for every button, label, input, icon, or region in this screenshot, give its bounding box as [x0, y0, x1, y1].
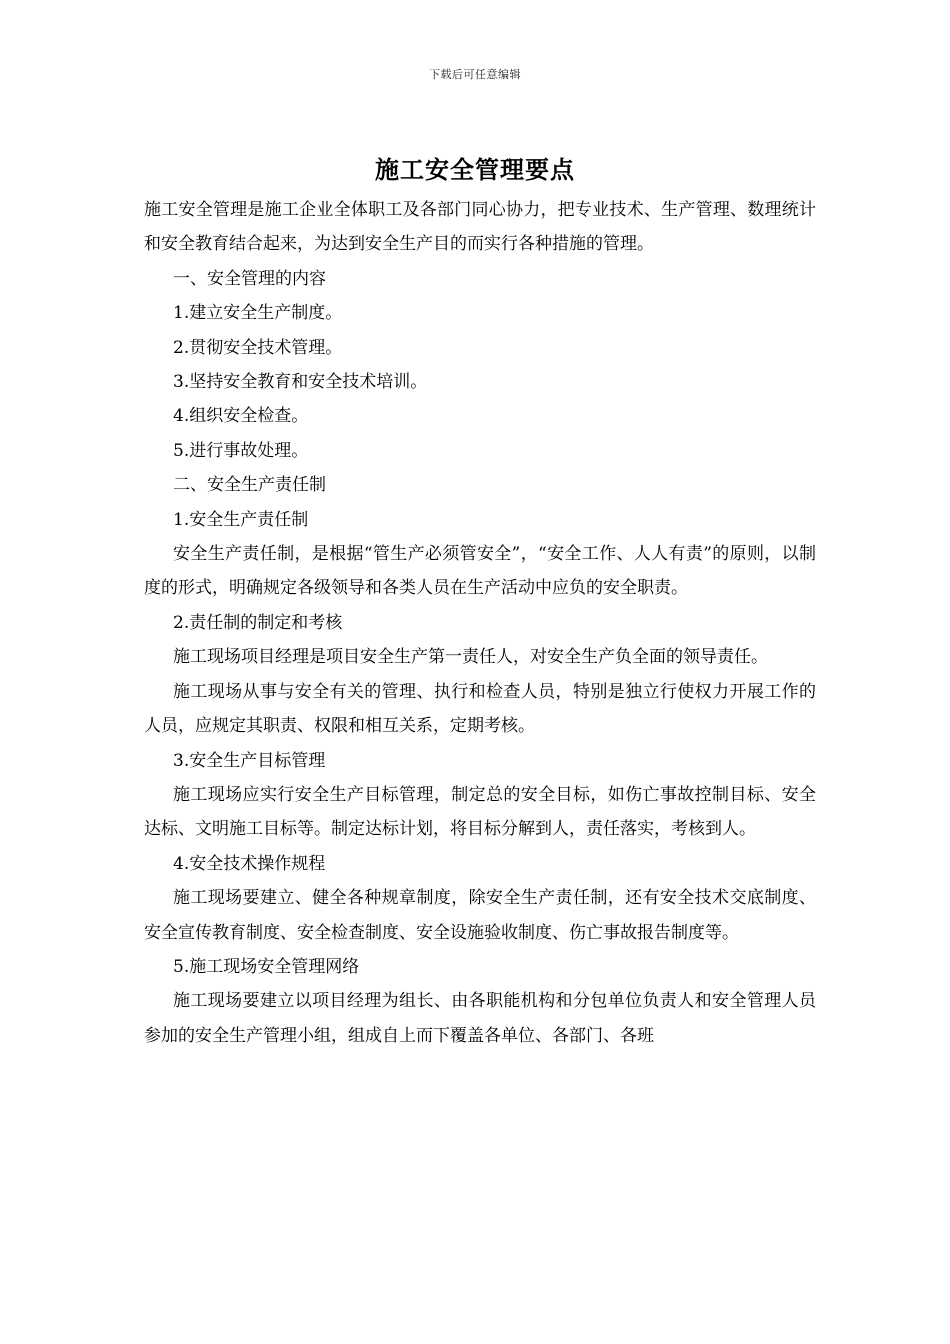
- paragraph: 2.责任制的制定和考核: [173, 612, 343, 633]
- paragraph: 4.组织安全检查。: [173, 406, 309, 427]
- paragraph: 1.建立安全生产制度。: [173, 303, 343, 324]
- paragraph: 2.贯彻安全技术管理。: [173, 337, 343, 358]
- header-note: 下载后可任意编辑: [429, 68, 521, 81]
- document-title: 施工安全管理要点: [375, 155, 575, 184]
- paragraph: 3.安全生产目标管理: [173, 750, 326, 771]
- paragraph: 施工现场项目经理是项目安全生产第一责任人，对安全生产负全面的领导责任。: [173, 647, 768, 668]
- paragraph: 施工现场要建立、健全各种规章制度，除安全生产责任制，还有安全技术交底制度、安全宣传教育制度、安全检查制度、安全设施验收制度、伤亡事故报告制度等。: [144, 888, 816, 943]
- paragraph: 5.施工现场安全管理网络: [173, 956, 360, 977]
- paragraph: 1.安全生产责任制: [173, 509, 309, 530]
- paragraph: 施工现场要建立以项目经理为组长、由各职能机构和分包单位负责人和安全管理人员参加的安全生产管理小组，组成自上而下覆盖各单位、各部门、各班: [144, 991, 816, 1046]
- paragraph: 一、安全管理的内容: [173, 268, 326, 289]
- paragraph: 4.安全技术操作规程: [173, 853, 326, 874]
- paragraph: 5.进行事故处理。: [173, 440, 309, 461]
- paragraph: 施工现场从事与安全有关的管理、执行和检查人员，特别是独立行使权力开展工作的人员，应规定其职责、权限和相互关系，定期考核。: [144, 681, 816, 737]
- paragraph: 施工现场应实行安全生产目标管理，制定总的安全目标，如伤亡事故控制目标、安全达标、文明施工目标等。制定达标计划，将目标分解到人，责任落实，考核到人。: [144, 784, 816, 840]
- paragraph: 施工安全管理是施工企业全体职工及各部门同心协力，把专业技术、生产管理、数理统计和安全教育结合起来，为达到安全生产目的而实行各种措施的管理。: [144, 200, 816, 255]
- paragraph: 3.坚持安全教育和安全技术培训。: [173, 372, 428, 393]
- paragraph: 安全生产责任制，是根据“管生产必须管安全”，“安全工作、人人有责”的原则，以制度的形式，明确规定各级领导和各类人员在生产活动中应负的安全职责。: [144, 544, 816, 599]
- paragraph: 二、安全生产责任制: [173, 475, 326, 496]
- document-body: [144, 193, 816, 1053]
